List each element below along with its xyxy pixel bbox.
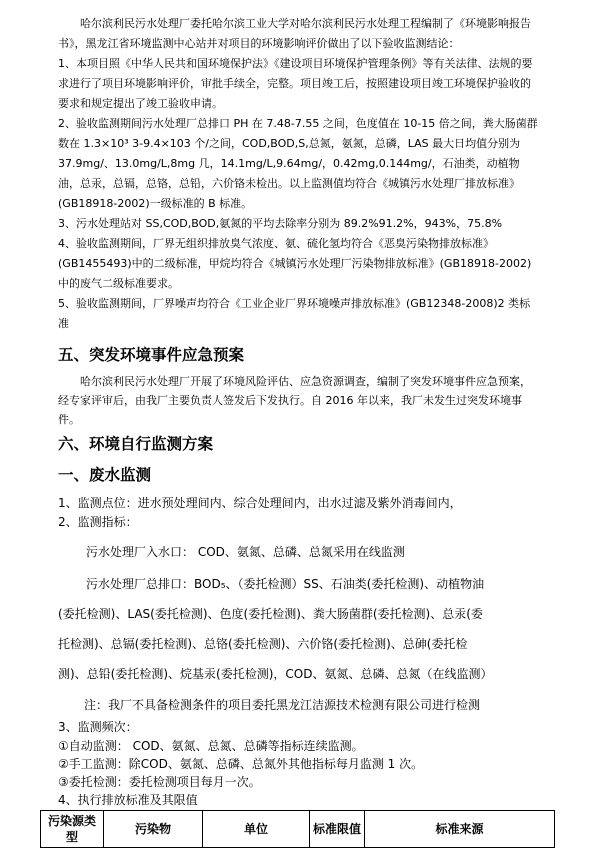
section5-body: 哈尔滨利民污水处理厂开展了环境风险评估、应急资源调查，编制了突发环境事件应急预案，经专家评审后，由我厂主要负责人签发后下发执行。自 2016 年以来，我厂未发生过突发环境事件。 (58, 375, 531, 426)
outlet-indicators-line2: (委托检测)、LAS(委托检测)、色度(委托检测)、粪大肠菌群(委托检测)、总汞(委 (58, 607, 483, 621)
conclusion-4: 4、验收监测期间，厂界无组织排放臭气浓度、氨、硫化氢均符合《恶臭污染物排放标准》(GB1455493)中的二级标准，甲烷均符合《城镇污水处理厂污染物排放标准》(GB18918-2002)中的废气二级标准要求。 (58, 237, 532, 290)
outlet-indicators-line1: 污水处理厂总排口：BOD₅、（委托检测）SS、石油类(委托检测)、动植物油 (86, 577, 485, 591)
conclusion-5: 5、验收监测期间，厂界噪声均符合《工业企业厂界环境噪声排放标准》(GB12348-2008)2 类标准 (58, 297, 531, 330)
conclusion-2: 2、验收监测期间污水处理厂总排口 PH 在 7.48-7.55 之间，色度值在 10-15 倍之间，粪大肠菌群数在 1.3×10³ 3-9.4×103 个/之间，COD,BOD,S,总氮，氨氮，总磷，LAS 最大日均值分别为 37.9mg/、13.0mg/L,8mg 几，14.1mg/L,9.64mg/，0.42mg,0.144mg/，石油类，动植物油，总汞，总镉，总铬，总铅，六价铬未检出。以上监测值均符合《城镇污水处理厂排放标准》(GB18918-2002)一级标准的 B 标准。 (58, 117, 538, 210)
frequency-label: 3、监测频次： (58, 720, 138, 734)
table-header-cell: 标准限值 (310, 811, 365, 848)
table-header-cell: 单位 (203, 811, 310, 848)
table-header-cell: 污染物 (104, 811, 203, 848)
table-header-cell: 标准来源 (365, 811, 555, 848)
outlet-indicators-line4: 测)、总铅(委托检测)、烷基汞(委托检测)，COD、氨氮、总磷、总氮（在线监测） (58, 667, 493, 681)
section5-heading: 五、突发环境事件应急预案 (58, 345, 245, 364)
intro-paragraph: 哈尔滨利民污水处理厂委托哈尔滨工业大学对哈尔滨利民污水处理工程编制了《环境影响报告书》，黑龙江省环境监测中心站并对项目的环境影响评价做出了以下验收监测结论： (58, 17, 531, 50)
frequency-auto: ①自动监测： COD、氨氮、总氮、总磷等指标连续监测。 (58, 739, 364, 753)
standard-table (40, 810, 555, 848)
frequency-commissioned: ③委托检测：委托检测项目每月一次。 (58, 775, 261, 789)
table-header-cell: 污染源类型 (41, 811, 104, 848)
outlet-indicators-line3: 托检测)、总镉(委托检测)、总铬(委托检测)、六价铬(委托检测)、总砷(委托检 (58, 637, 468, 651)
conclusion-3: 3、污水处理站对 SS,COD,BOD,氨氮的平均去除率分别为 89.2%91.2%，943%，75.8% (58, 217, 503, 230)
frequency-manual: ②手工监测：除COD、氨氮、总磷、总氮外其他指标每月监测 1 次。 (58, 757, 424, 771)
inlet-indicators: 污水处理厂入水口： COD、氨氮、总磷、总氮采用在线监测 (86, 545, 405, 559)
note: 注：我厂不具备检测条件的项目委托黑龙江洁源技术检测有限公司进行检测 (84, 698, 481, 712)
section6-heading: 六、环境自行监测方案 (58, 434, 214, 453)
monitoring-points: 1、监测点位：进水预处理间内、综合处理间内，出水过滤及紫外消毒间内， (58, 496, 462, 510)
standard-label: 4、执行排放标准及其限值 (58, 793, 198, 807)
conclusion-1: 1、本项目照《中华人民共和国环境保护法》《建设项目环境保护管理条例》等有关法律、法规的要求进行了项目环境影响评价，审批手续全，完整。项目竣工后，按照建设项目竣工环境保护验收的要求和规定提出了竣工验收申请。 (58, 57, 533, 110)
monitoring-indicators-label: 2、监测指标： (58, 515, 138, 529)
wastewater-subheading: 一、废水监测 (58, 465, 152, 484)
